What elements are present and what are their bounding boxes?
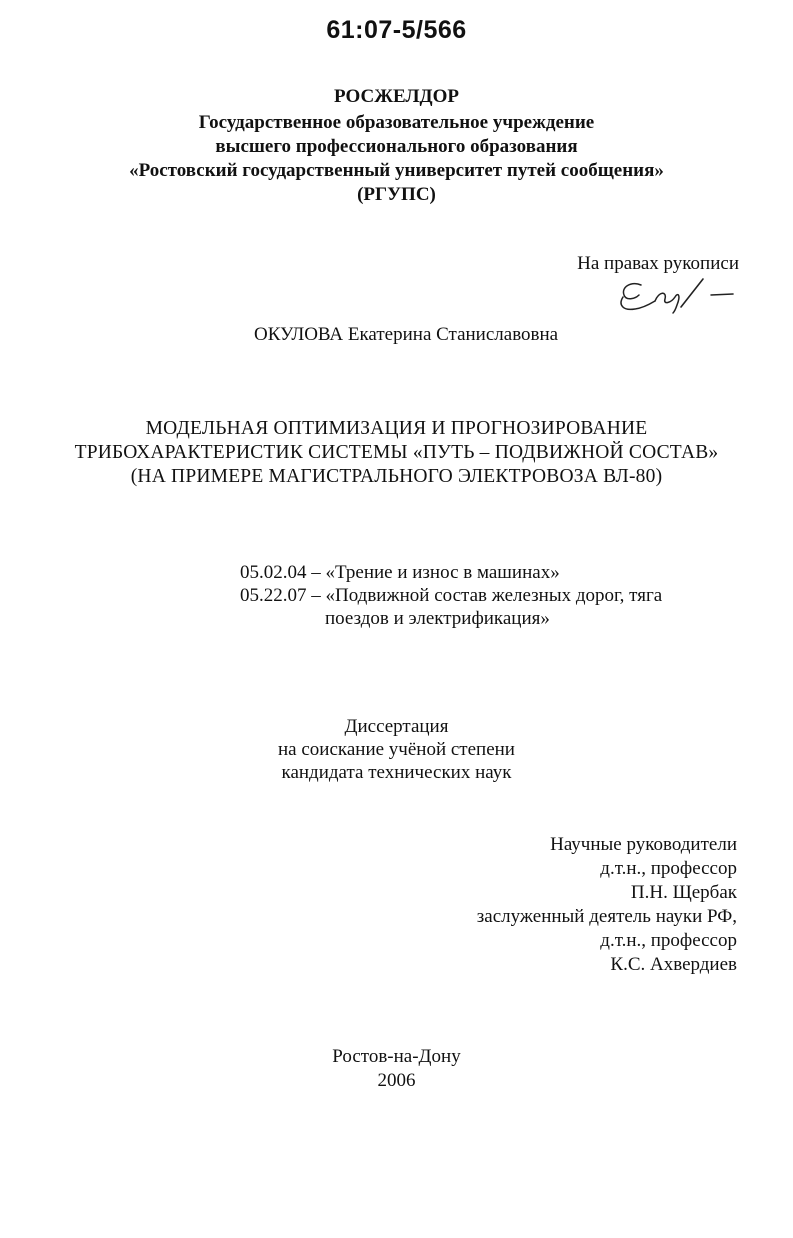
title-line-1: МОДЕЛЬНАЯ ОПТИМИЗАЦИЯ И ПРОГНОЗИРОВАНИЕ	[145, 418, 648, 439]
supervisor-2-honor: заслуженный деятель науки РФ,	[476, 906, 737, 927]
author-name: ОКУЛОВА Екатерина Станиславовна	[254, 324, 559, 345]
title-line-2: ТРИБОХАРАКТЕРИСТИК СИСТЕМЫ «ПУТЬ – ПОДВИЖНОЙ СОСТАВ»	[74, 442, 719, 463]
signature-icon	[615, 275, 740, 315]
supervisor-2-title: д.т.н., профессор	[600, 930, 737, 951]
degree-line-3: кандидата технических наук	[281, 762, 512, 783]
specialty-line-1: 05.02.04 – «Трение и износ в машинах»	[240, 562, 560, 583]
catalog-number: 61:07-5/566	[326, 16, 467, 44]
organization-line-2: высшего профессионального образования	[215, 136, 578, 157]
organization-agency: РОСЖЕЛДОР	[333, 86, 460, 107]
year: 2006	[377, 1070, 416, 1091]
supervisor-1-title: д.т.н., профессор	[600, 858, 737, 879]
degree-line-2: на соискание учёной степени	[278, 739, 515, 760]
supervisor-2-name: К.С. Ахвердиев	[610, 954, 737, 975]
supervisor-1-name: П.Н. Щербак	[630, 882, 737, 903]
organization-line-1: Государственное образовательное учреждение	[198, 112, 595, 133]
organization-abbrev: (РГУПС)	[357, 184, 436, 205]
specialty-line-3: поездов и электрификация»	[325, 608, 550, 629]
specialty-line-2: 05.22.07 – «Подвижной состав железных дорог, тяга	[240, 585, 663, 606]
manuscript-rights: На правах рукописи	[577, 253, 739, 274]
place: Ростов-на-Дону	[332, 1046, 461, 1067]
supervisors-heading: Научные руководители	[550, 834, 737, 855]
organization-line-3: «Ростовский государственный университет путей сообщения»	[129, 160, 664, 181]
degree-line-1: Диссертация	[344, 716, 449, 737]
title-line-3: (НА ПРИМЕРЕ МАГИСТРАЛЬНОГО ЭЛЕКТРОВОЗА ВЛ-80)	[130, 466, 663, 487]
